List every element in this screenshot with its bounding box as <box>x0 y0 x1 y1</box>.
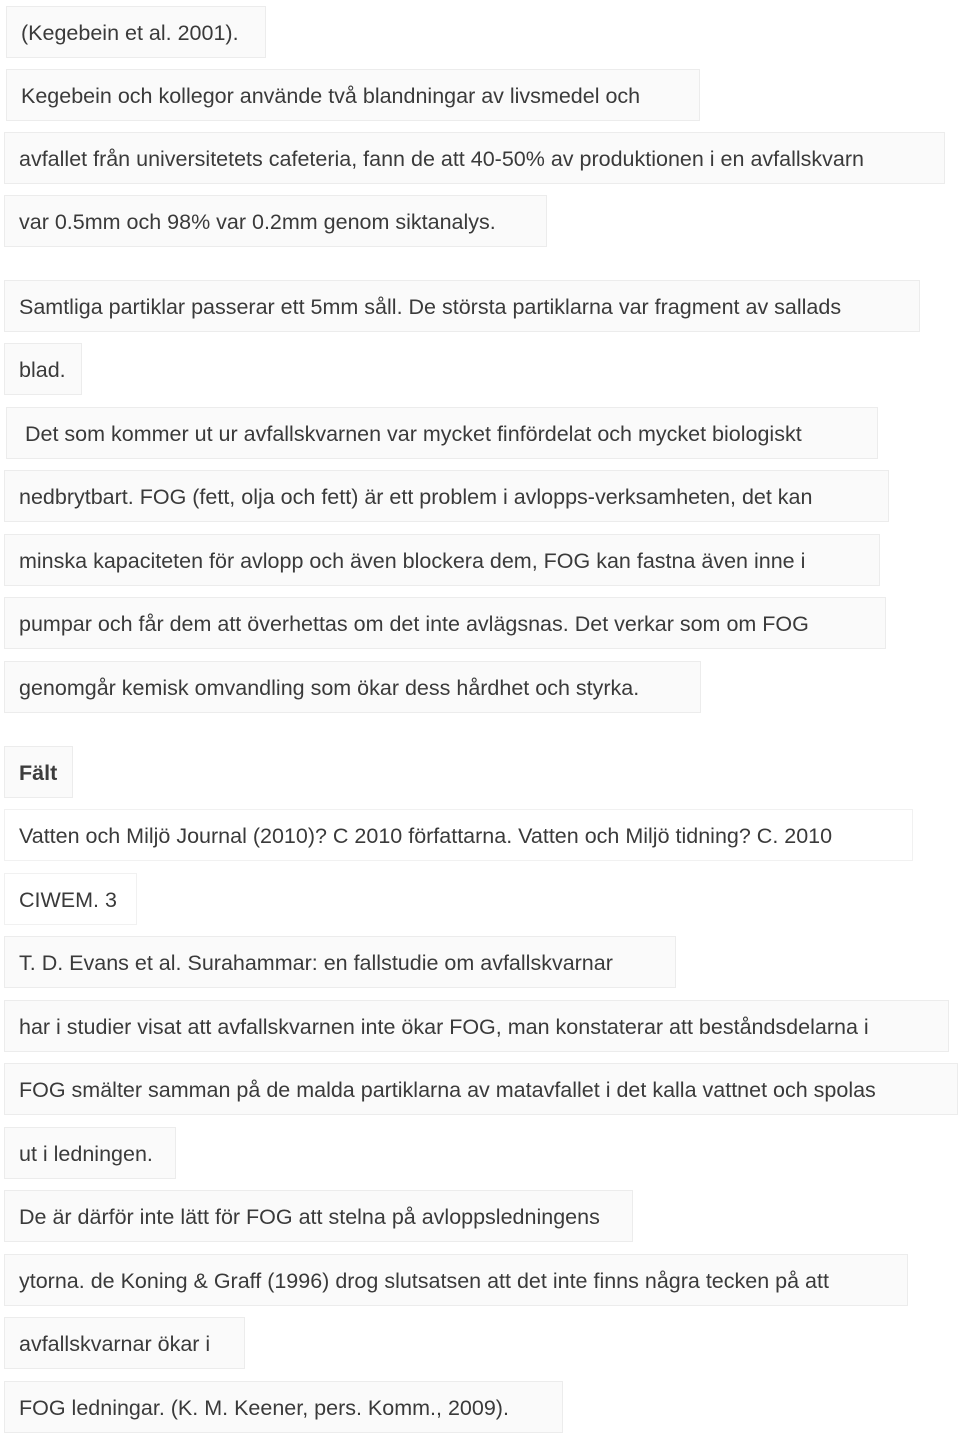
text-line: CIWEM. 3 <box>4 873 137 925</box>
text-line: Kegebein och kollegor använde två blandningar av livsmedel och <box>6 69 700 121</box>
text-line: FOG ledningar. (K. M. Keener, pers. Komm., 2009). <box>4 1381 563 1433</box>
text-line: nedbrytbart. FOG (fett, olja och fett) är ett problem i avlopps-verksamheten, det kan <box>4 470 889 522</box>
text-line: pumpar och får dem att överhettas om det inte avlägsnas. Det verkar som om FOG <box>4 597 886 649</box>
text-line: FOG smälter samman på de malda partiklarna av matavfallet i det kalla vattnet och spolas <box>4 1063 958 1115</box>
text-line: De är därför inte lätt för FOG att stelna på avloppsledningens <box>4 1190 633 1242</box>
text-line: minska kapaciteten för avlopp och även blockera dem, FOG kan fastna även inne i <box>4 534 880 586</box>
text-line: (Kegebein et al. 2001). <box>6 6 266 58</box>
text-line: har i studier visat att avfallskvarnen inte ökar FOG, man konstaterar att beståndsdelarna i <box>4 1000 949 1052</box>
text-line: ytorna. de Koning & Graff (1996) drog slutsatsen att det inte finns några tecken på att <box>4 1254 908 1306</box>
section-heading: Fält <box>4 746 73 798</box>
text-line: T. D. Evans et al. Surahammar: en fallstudie om avfallskvarnar <box>4 936 676 988</box>
text-line: genomgår kemisk omvandling som ökar dess hårdhet och styrka. <box>4 661 701 713</box>
text-line: ut i ledningen. <box>4 1127 176 1179</box>
text-line: Samtliga partiklar passerar ett 5mm såll. De största partiklarna var fragment av sallads <box>4 280 920 332</box>
text-line: avfallet från universitetets cafeteria, fann de att 40-50% av produktionen i en avfallskvarn <box>4 132 945 184</box>
text-line: Vatten och Miljö Journal (2010)? C 2010 författarna. Vatten och Miljö tidning? C. 2010 <box>4 809 913 861</box>
text-line: avfallskvarnar ökar i <box>4 1317 245 1369</box>
text-line: var 0.5mm och 98% var 0.2mm genom siktanalys. <box>4 195 547 247</box>
text-line: Det som kommer ut ur avfallskvarnen var mycket finfördelat och mycket biologiskt <box>6 407 878 459</box>
text-line: blad. <box>4 343 82 395</box>
